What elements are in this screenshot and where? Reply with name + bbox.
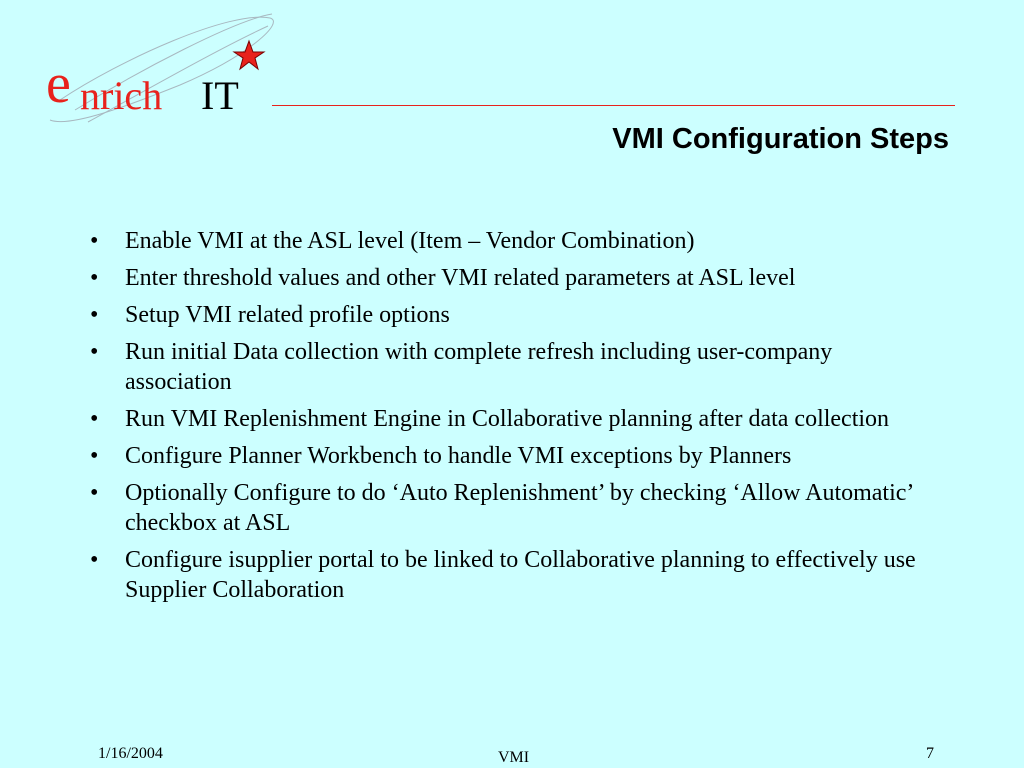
bullet-item bbox=[90, 441, 940, 471]
logo-it: IT bbox=[201, 73, 239, 118]
bullet-marker: • bbox=[90, 480, 99, 506]
bullet-item bbox=[90, 404, 940, 434]
logo-swoosh-graphic bbox=[0, 0, 300, 140]
star-icon bbox=[234, 41, 264, 69]
bullet-text: Configure Planner Workbench to handle VMI exceptions by Planners bbox=[125, 443, 792, 469]
bullet-text: Enable VMI at the ASL level (Item – Vendor Combination) bbox=[125, 228, 695, 254]
logo-e: e bbox=[46, 53, 71, 115]
bullet-text: Enter threshold values and other VMI related parameters at ASL level bbox=[125, 265, 796, 291]
bullet-text: Run initial Data collection with complete refresh including user-company association bbox=[125, 339, 833, 395]
bullet-text: Optionally Configure to do ‘Auto Replenishment’ by checking ‘Allow Automatic’ checkbox at ASL bbox=[125, 480, 913, 536]
bullet-marker: • bbox=[90, 406, 99, 432]
bullet-item bbox=[90, 545, 940, 605]
bullet-marker: • bbox=[90, 265, 99, 291]
footer-page-number: 7 bbox=[926, 745, 934, 762]
logo-nrich: nrich bbox=[80, 73, 163, 118]
bullet-item bbox=[90, 263, 940, 293]
bullet-list bbox=[90, 226, 940, 612]
header-divider bbox=[272, 105, 955, 106]
bullet-marker: • bbox=[90, 547, 99, 573]
bullet-text: Run VMI Replenishment Engine in Collaborative planning after data collection bbox=[125, 406, 890, 432]
footer-title: VMI bbox=[498, 749, 530, 766]
bullet-marker: • bbox=[90, 228, 99, 254]
bullet-marker: • bbox=[90, 302, 99, 328]
bullet-marker: • bbox=[90, 339, 99, 365]
bullet-item bbox=[90, 337, 940, 397]
bullet-text: Setup VMI related profile options bbox=[125, 302, 450, 328]
bullet-item bbox=[90, 478, 940, 538]
bullet-text: Configure isupplier portal to be linked to Collaborative planning to effectively use Supplier Collaboration bbox=[125, 547, 916, 603]
bullet-item bbox=[90, 300, 940, 330]
slide-title: VMI Configuration Steps bbox=[612, 123, 949, 155]
footer-date: 1/16/2004 bbox=[98, 745, 163, 762]
bullet-item bbox=[90, 226, 940, 256]
bullet-marker: • bbox=[90, 443, 99, 469]
